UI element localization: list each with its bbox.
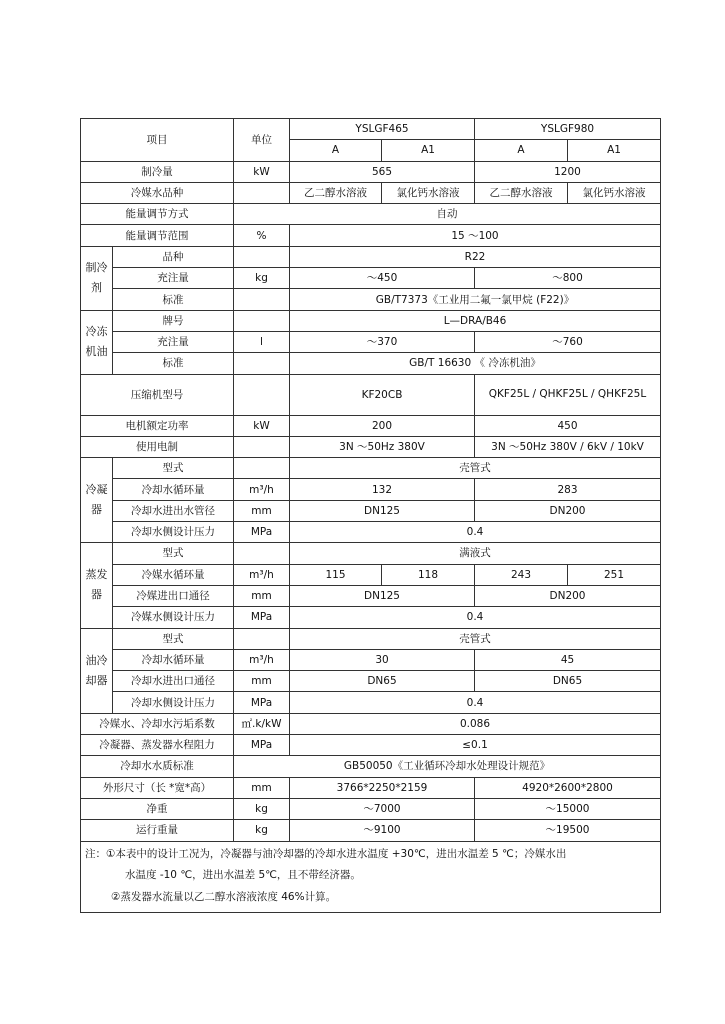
- row-value: 氯化钙水溶液: [568, 182, 661, 203]
- row-value: 3766*2250*2159: [290, 777, 475, 798]
- row-label: 冷媒水侧设计压力: [113, 607, 234, 628]
- table-row: [81, 671, 661, 692]
- table-row: [81, 798, 661, 819]
- row-unit: kg: [234, 268, 290, 289]
- group-label-oil-cooler: 油冷却器: [81, 628, 113, 713]
- row-label: 型式: [113, 543, 234, 564]
- row-label: 充注量: [113, 268, 234, 289]
- row-label: 使用电制: [81, 436, 234, 457]
- table-row: [81, 310, 661, 331]
- row-label: 冷却水循环量: [113, 479, 234, 500]
- table-row: [81, 374, 661, 415]
- table-row: [81, 735, 661, 756]
- row-label: 冷媒水、冷却水污垢系数: [81, 713, 234, 734]
- header-model-1: YSLGF465: [290, 119, 475, 140]
- row-label: 冷却水进出水管径: [113, 500, 234, 521]
- row-value: 乙二醇水溶液: [290, 182, 382, 203]
- row-value: 15 ～100: [290, 225, 661, 246]
- row-value: ～450: [290, 268, 475, 289]
- row-value: DN125: [290, 585, 475, 606]
- row-label: 冷凝器、蒸发器水程阻力: [81, 735, 234, 756]
- row-value: 115: [290, 564, 382, 585]
- row-value: 132: [290, 479, 475, 500]
- note-line-2: 水温度 -10 ℃，进出水温差 5℃，且不带经济器。: [125, 869, 361, 881]
- row-label: 标准: [113, 353, 234, 374]
- row-value: KF20CB: [290, 374, 475, 415]
- row-label: 冷媒水品种: [81, 182, 234, 203]
- row-value: 283: [475, 479, 661, 500]
- row-value: 4920*2600*2800: [475, 777, 661, 798]
- table-row: [81, 415, 661, 436]
- row-value: 251: [568, 564, 661, 585]
- table-row: [81, 289, 661, 310]
- row-label: 冷却水侧设计压力: [113, 692, 234, 713]
- row-label: 标准: [113, 289, 234, 310]
- row-value: 0.4: [290, 522, 661, 543]
- group-label-evaporator: 蒸发器: [81, 543, 113, 628]
- row-value: GB/T 16630 《 冷冻机油》: [290, 353, 661, 374]
- row-value: 118: [382, 564, 475, 585]
- row-unit: [234, 374, 290, 415]
- row-label: 冷媒水循环量: [113, 564, 234, 585]
- table-row: [81, 564, 661, 585]
- row-label: 充注量: [113, 331, 234, 352]
- header-variant: A1: [382, 140, 475, 161]
- row-value: 满液式: [290, 543, 661, 564]
- row-value: 壳管式: [290, 458, 661, 479]
- row-value: DN200: [475, 585, 661, 606]
- row-value: 0.086: [290, 713, 661, 734]
- row-unit: [234, 436, 290, 457]
- row-unit: [234, 543, 290, 564]
- row-unit: kg: [234, 798, 290, 819]
- row-value: 自动: [234, 204, 661, 225]
- row-value: 450: [475, 415, 661, 436]
- row-value: ～15000: [475, 798, 661, 819]
- row-unit: m³/h: [234, 479, 290, 500]
- row-value: 3N ～50Hz 380V / 6kV / 10kV: [475, 436, 661, 457]
- header-variant: A1: [568, 140, 661, 161]
- row-value: DN125: [290, 500, 475, 521]
- table-row: [81, 692, 661, 713]
- row-value: 45: [475, 649, 661, 670]
- row-label: 冷媒进出口通径: [113, 585, 234, 606]
- row-value: GB50050《工业循环冷却水处理设计规范》: [234, 756, 661, 777]
- table-row: [81, 331, 661, 352]
- row-label: 牌号: [113, 310, 234, 331]
- notes-cell: [81, 841, 661, 912]
- row-value: 30: [290, 649, 475, 670]
- row-value: 565: [290, 161, 475, 182]
- header-item: 项目: [81, 119, 234, 162]
- group-label-oil: 冷冻机油: [81, 310, 113, 374]
- row-label: 外形尺寸（长 *宽*高）: [81, 777, 234, 798]
- row-unit: m³/h: [234, 564, 290, 585]
- row-label: 能量调节范围: [81, 225, 234, 246]
- row-unit: MPa: [234, 607, 290, 628]
- row-unit: [234, 353, 290, 374]
- row-value: R22: [290, 246, 661, 267]
- row-unit: MPa: [234, 735, 290, 756]
- table-row: [81, 756, 661, 777]
- row-value: QKF25L / QHKF25L / QHKF25L: [475, 374, 661, 415]
- row-label: 能量调节方式: [81, 204, 234, 225]
- note-line-3: ②蒸发器水流量以乙二醇水溶液浓度 46%计算。: [111, 890, 337, 903]
- row-value: 0.4: [290, 607, 661, 628]
- row-unit: mm: [234, 777, 290, 798]
- table-row: [81, 225, 661, 246]
- row-label: 冷却水循环量: [113, 649, 234, 670]
- row-value: DN200: [475, 500, 661, 521]
- header-variant: A: [475, 140, 568, 161]
- row-value: ～800: [475, 268, 661, 289]
- row-unit: kW: [234, 161, 290, 182]
- row-value: GB/T7373《工业用二氟一氯甲烷 (F22)》: [290, 289, 661, 310]
- row-value: DN65: [475, 671, 661, 692]
- table-row: [81, 479, 661, 500]
- table-row: [81, 182, 661, 203]
- row-unit: l: [234, 331, 290, 352]
- spec-table: [80, 118, 661, 913]
- row-label: 制冷量: [81, 161, 234, 182]
- row-unit: MPa: [234, 522, 290, 543]
- table-row: [81, 161, 661, 182]
- row-unit: m³/h: [234, 649, 290, 670]
- row-label: 型式: [113, 628, 234, 649]
- table-row: [81, 607, 661, 628]
- row-value: ～9100: [290, 820, 475, 841]
- row-value: 乙二醇水溶液: [475, 182, 568, 203]
- row-value: 壳管式: [290, 628, 661, 649]
- note-line-1: 注：①本表中的设计工况为，冷凝器与油冷却器的冷却水进水温度 +30℃，进出水温差 5 ℃；冷媒水出: [85, 847, 567, 860]
- row-unit: mm: [234, 500, 290, 521]
- row-value: ～760: [475, 331, 661, 352]
- row-unit: %: [234, 225, 290, 246]
- row-label: 型式: [113, 458, 234, 479]
- row-unit: mm: [234, 585, 290, 606]
- header-model-2: YSLGF980: [475, 119, 661, 140]
- row-unit: [234, 289, 290, 310]
- table-row: [81, 458, 661, 479]
- table-row: [81, 522, 661, 543]
- header-variant: A: [290, 140, 382, 161]
- table-row: [81, 649, 661, 670]
- row-label: 品种: [113, 246, 234, 267]
- table-row: [81, 628, 661, 649]
- row-value: 3N ～50Hz 380V: [290, 436, 475, 457]
- row-value: ≤0.1: [290, 735, 661, 756]
- row-value: ～19500: [475, 820, 661, 841]
- group-label-refrigerant: 制冷剂: [81, 246, 113, 310]
- row-unit: [234, 458, 290, 479]
- row-label: 压缩机型号: [81, 374, 234, 415]
- table-row: [81, 436, 661, 457]
- row-value: 氯化钙水溶液: [382, 182, 475, 203]
- header-row-1: [81, 119, 661, 140]
- row-label: 净重: [81, 798, 234, 819]
- row-unit: MPa: [234, 692, 290, 713]
- row-label: 冷却水水质标准: [81, 756, 234, 777]
- row-label: 冷却水进出口通径: [113, 671, 234, 692]
- row-unit: [234, 628, 290, 649]
- row-unit: [234, 182, 290, 203]
- row-unit: mm: [234, 671, 290, 692]
- table-row: [81, 713, 661, 734]
- row-unit: [234, 246, 290, 267]
- row-value: 243: [475, 564, 568, 585]
- row-unit: kW: [234, 415, 290, 436]
- row-label: 电机额定功率: [81, 415, 234, 436]
- table-row: [81, 500, 661, 521]
- row-value: ～370: [290, 331, 475, 352]
- table-row: [81, 353, 661, 374]
- table-row: [81, 204, 661, 225]
- table-row: [81, 246, 661, 267]
- row-value: L—DRA/B46: [290, 310, 661, 331]
- row-value: 1200: [475, 161, 661, 182]
- row-value: 0.4: [290, 692, 661, 713]
- header-unit: 单位: [234, 119, 290, 162]
- notes-row: [81, 841, 661, 912]
- row-label: 运行重量: [81, 820, 234, 841]
- table-row: [81, 820, 661, 841]
- table-row: [81, 268, 661, 289]
- row-value: 200: [290, 415, 475, 436]
- row-value: ～7000: [290, 798, 475, 819]
- table-row: [81, 777, 661, 798]
- row-unit: [234, 310, 290, 331]
- row-unit: ㎡.k/kW: [234, 713, 290, 734]
- group-label-condenser: 冷凝器: [81, 458, 113, 543]
- row-value: DN65: [290, 671, 475, 692]
- row-label: 冷却水侧设计压力: [113, 522, 234, 543]
- table-row: [81, 543, 661, 564]
- table-row: [81, 585, 661, 606]
- row-unit: kg: [234, 820, 290, 841]
